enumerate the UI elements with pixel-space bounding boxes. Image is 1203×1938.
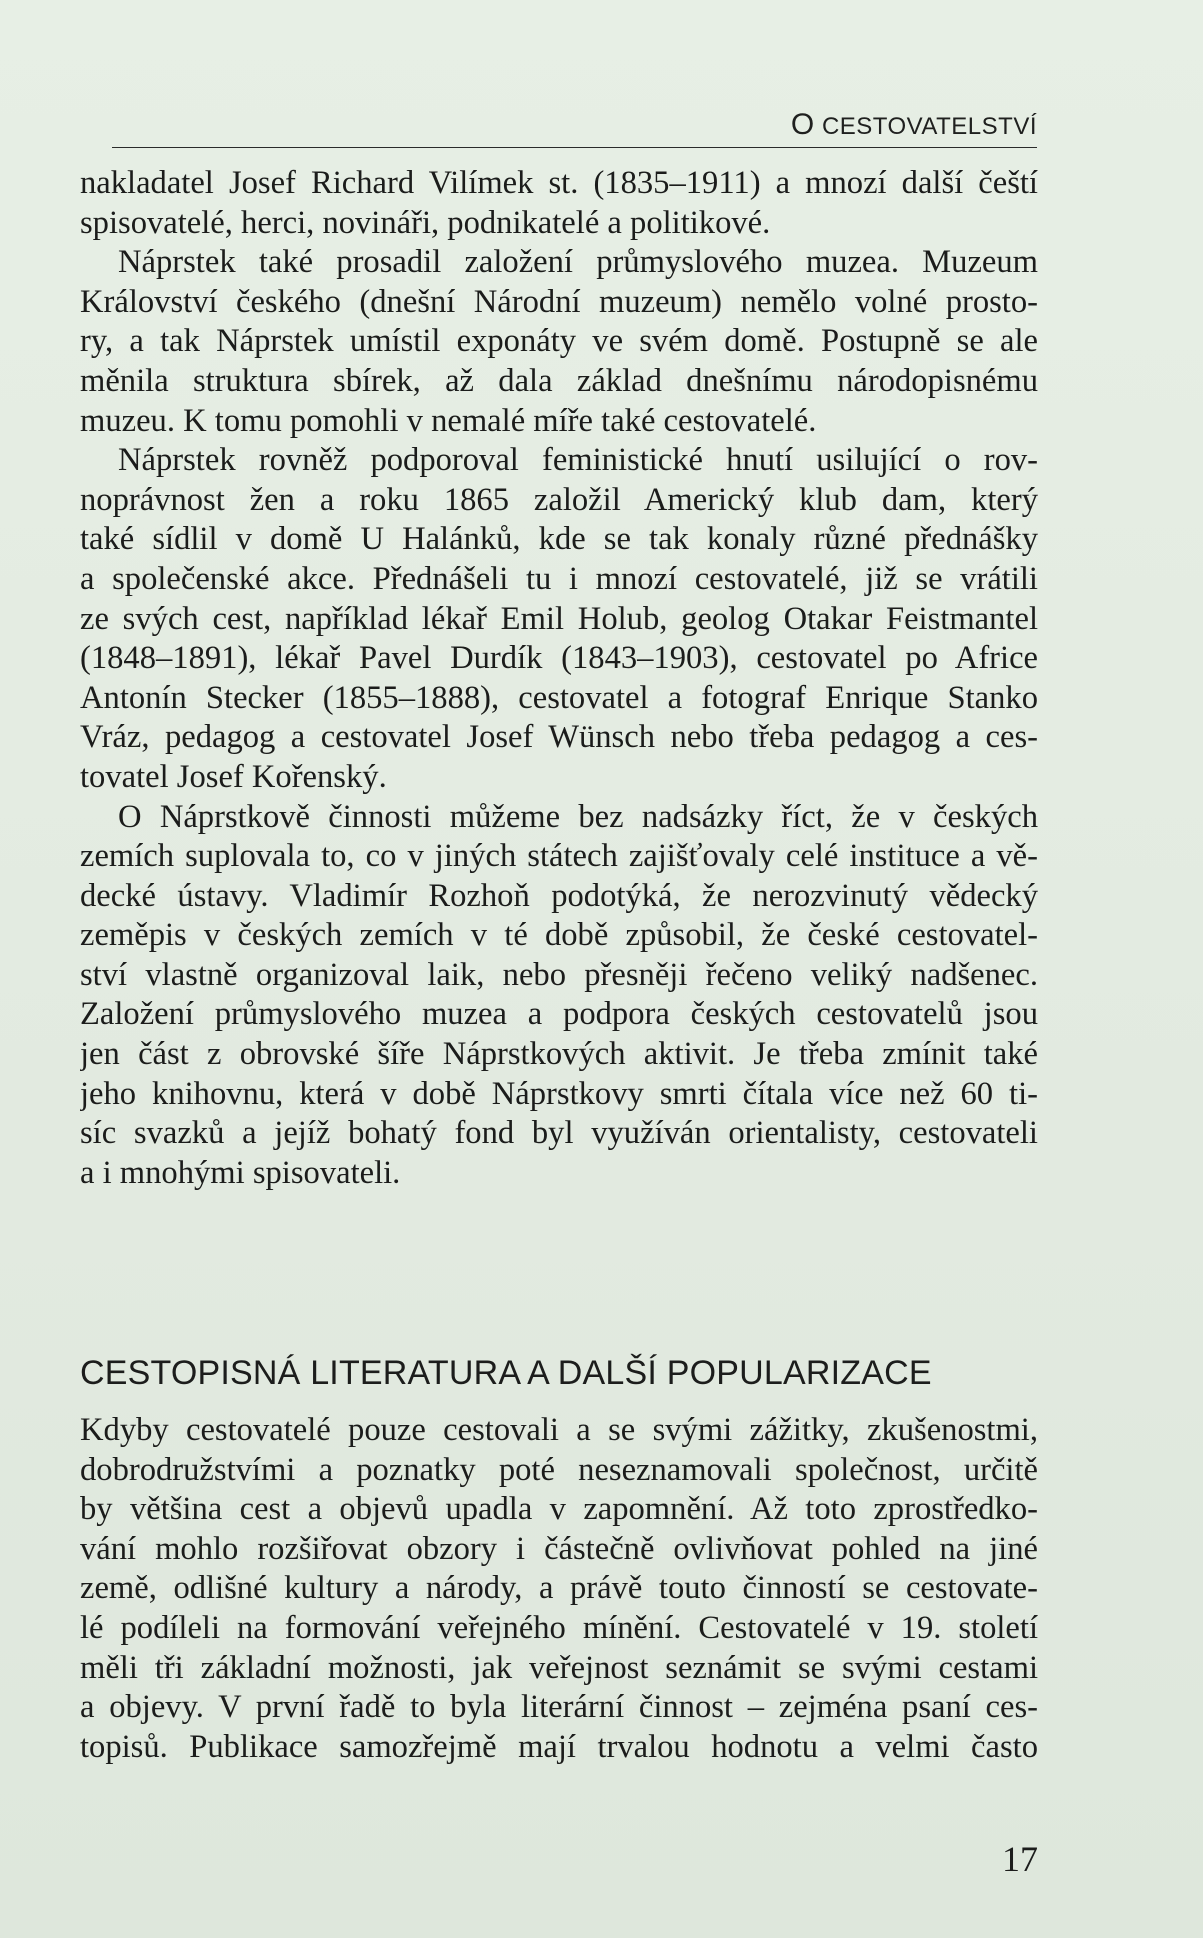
text-line: nakladatel Josef Richard Vilímek st. (1835–1911) a mnozí další čeští xyxy=(80,165,1038,201)
text-line: zemích suplovala to, co v jiných státech zajišťovaly celé instituce a vě- xyxy=(80,838,1038,875)
text-line: a i mnohými spisovateli. xyxy=(80,1154,401,1191)
body-text-block-2 xyxy=(80,1411,1038,1767)
text-line: noprávnost žen a roku 1865 založil Americký klub dam, který xyxy=(80,481,1038,518)
text-line: (1848–1891), lékař Pavel Durdík (1843–1903), cestovatel po Africe xyxy=(80,640,1038,677)
text-line: země, odlišné kultury a národy, a právě touto činností se cestovate- xyxy=(80,1570,1038,1607)
text-line: tovatel Josef Kořenský. xyxy=(80,758,387,795)
text-line: spisovatelé, herci, novináři, podnikatelé a politikové. xyxy=(80,204,771,241)
text-line: síc svazků a jejíž bohatý fond byl využíván orientalisty, cestovateli xyxy=(80,1115,1038,1152)
text-line: měli tři základní možnosti, jak veřejnost seznámit se svými cestami xyxy=(80,1649,1038,1686)
text-line: Antonín Stecker (1855–1888), cestovatel a fotograf Enrique Stanko xyxy=(80,679,1038,716)
text-line: a objevy. V první řadě to byla literární činnost – zejména psaní ces- xyxy=(80,1689,1038,1726)
text-line: a společenské akce. Přednášeli tu i mnozí cestovatelé, již se vrátili xyxy=(80,560,1038,597)
text-line: jeho knihovnu, která v době Náprstkovy smrti čítala více než 60 ti- xyxy=(80,1075,1038,1112)
page-number: 17 xyxy=(1002,1839,1038,1879)
running-head-title xyxy=(791,108,1037,142)
text-line: Náprstek také prosadil založení průmyslového muzea. Muzeum xyxy=(118,244,1038,281)
text-line: muzeu. K tomu pomohli v nemalé míře také cestovatelé. xyxy=(80,402,817,439)
text-line: Vráz, pedagog a cestovatel Josef Wünsch nebo třeba pedagog a ces- xyxy=(80,719,1038,756)
text-line: ství vlastně organizoval laik, nebo přesněji řečeno veliký nadšenec. xyxy=(80,956,1038,993)
text-line: Království českého (dnešní Národní muzeum) nemělo volné prosto- xyxy=(80,283,1038,320)
text-line: zeměpis v českých zemích v té době způsobil, že české cestovatel- xyxy=(80,917,1038,954)
body-text-block-1 xyxy=(80,164,1038,1193)
running-head-rest: CESTOVATELSTVÍ xyxy=(821,113,1037,140)
text-line: Náprstek rovněž podporoval feministické hnutí usilující o rov- xyxy=(118,442,1038,479)
text-line: ry, a tak Náprstek umístil exponáty ve svém domě. Postupně se ale xyxy=(80,323,1038,360)
running-head xyxy=(112,102,1037,150)
text-line: Založení průmyslového muzea a podpora českých cestovatelů jsou xyxy=(80,996,1038,1033)
section-heading: CESTOPISNÁ LITERATURA A DALŠÍ POPULARIZACE xyxy=(80,1354,932,1392)
running-head-first-letter: O xyxy=(790,108,815,141)
text-line: ze svých cest, například lékař Emil Holub, geolog Otakar Feistmantel xyxy=(80,600,1038,637)
text-line: také sídlil v domě U Halánků, kde se tak konaly různé přednášky xyxy=(80,521,1038,558)
text-line: vání mohlo rozšiřovat obzory i částečně ovlivňovat pohled na jiné xyxy=(80,1530,1038,1567)
text-line: dobrodružstvími a poznatky poté neseznamovali společnost, určitě xyxy=(80,1451,1038,1488)
text-line: by většina cest a objevů upadla v zapomnění. Až toto zprostředko- xyxy=(80,1491,1038,1528)
text-line: jen část z obrovské šíře Náprstkových aktivit. Je třeba zmínit také xyxy=(80,1036,1038,1073)
text-line: lé podíleli na formování veřejného mínění. Cestovatelé v 19. století xyxy=(80,1609,1038,1646)
text-line: měnila struktura sbírek, až dala základ dnešnímu národopisnému xyxy=(80,362,1038,399)
header-rule xyxy=(112,147,1037,148)
text-line: topisů. Publikace samozřejmě mají trvalou hodnotu a velmi často xyxy=(80,1728,1038,1765)
text-line: Kdyby cestovatelé pouze cestovali a se svými zážitky, zkušenostmi, xyxy=(80,1412,1038,1448)
text-line: O Náprstkově činnosti můžeme bez nadsázky říct, že v českých xyxy=(118,798,1038,835)
text-line: decké ústavy. Vladimír Rozhoň podotýká, že nerozvinutý vědecký xyxy=(80,877,1038,914)
